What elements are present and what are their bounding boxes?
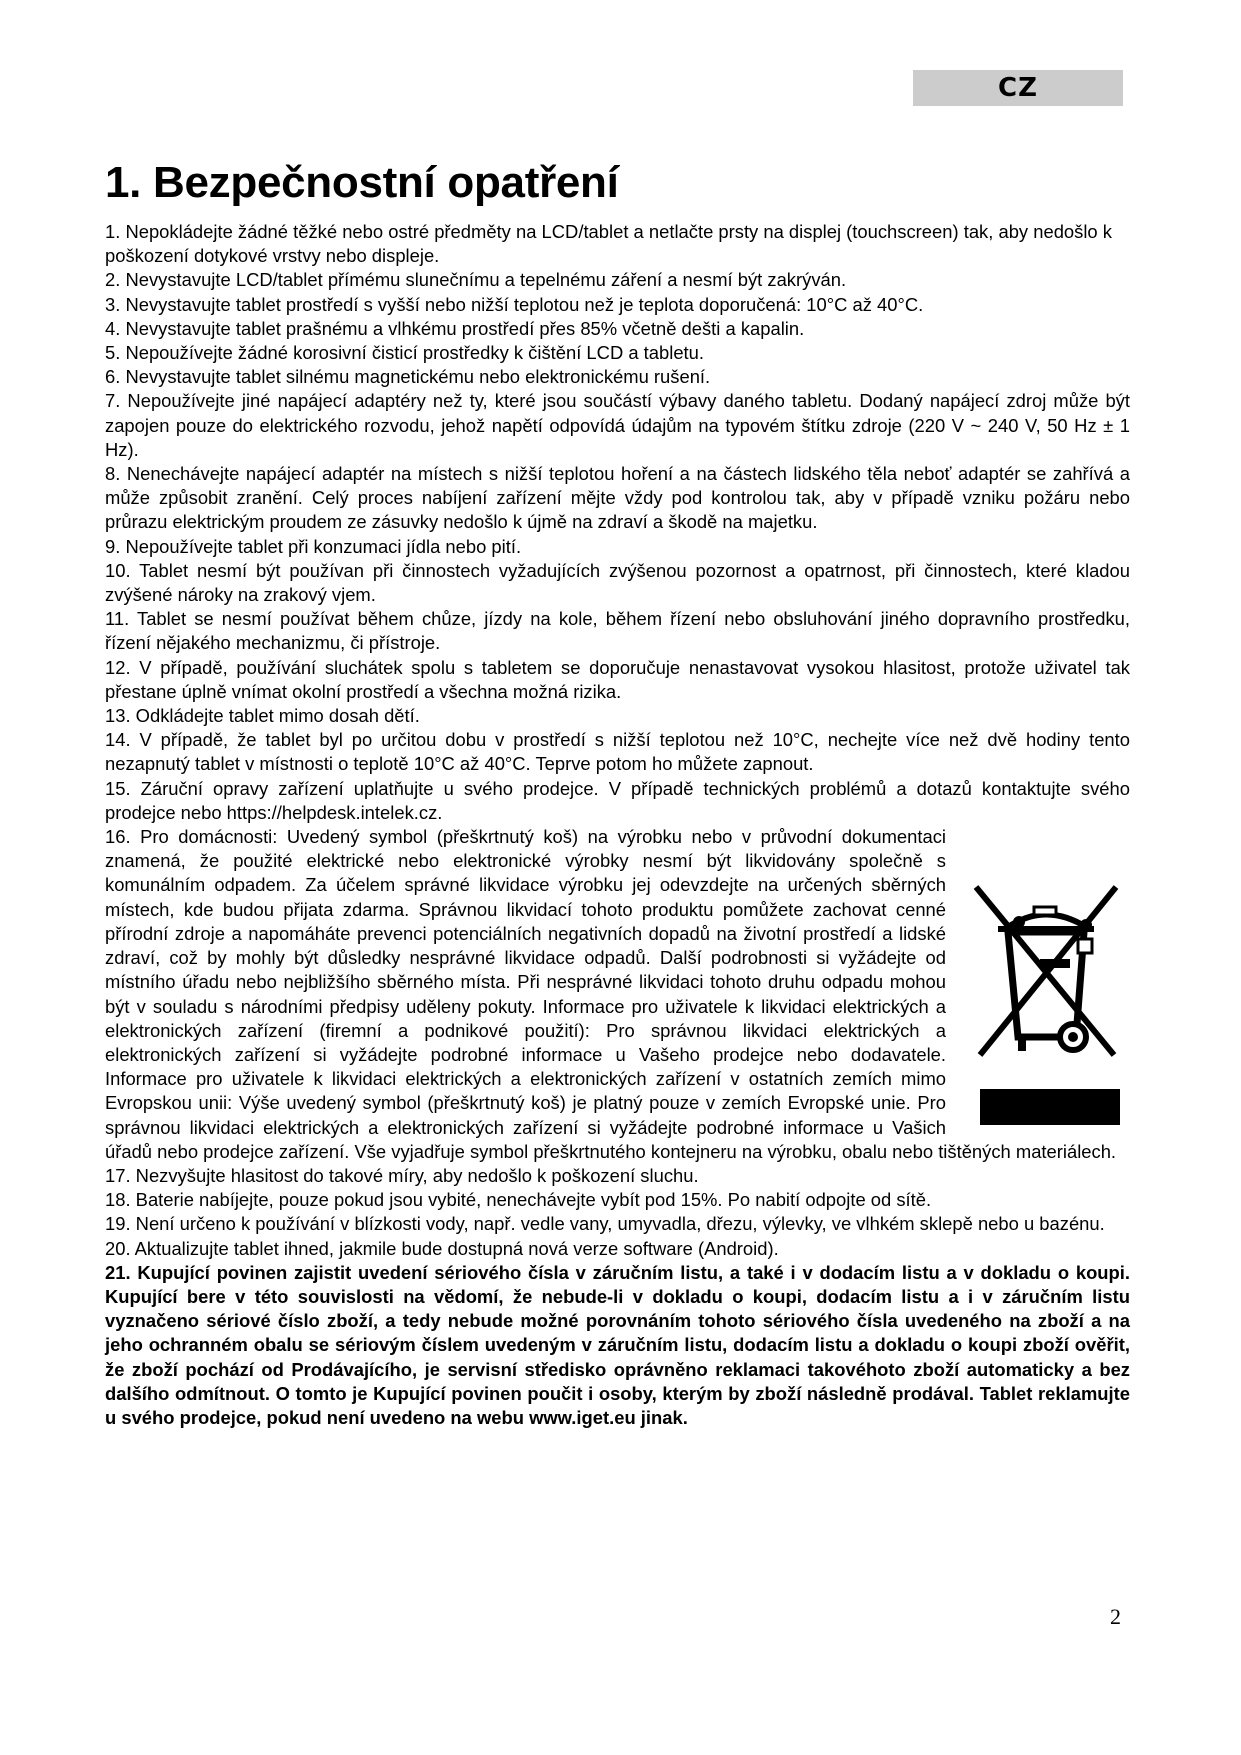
list-item: 4. Nevystavujte tablet prašnému a vlhkému prostředí přes 85% včetně dešti a kapalin. <box>105 317 805 339</box>
list-item: 10. Tablet nesmí být používan při činnostech vyžadujících zvýšenou pozornost a opatrnost, při činnostech, které kladou zvýšené nároky na zrakový vjem. <box>105 559 1130 606</box>
list-item: 11. Tablet se nesmí používat během chůze, jízdy na kole, během řízení nebo obsluhování jiného dopravního prostředku, řízení nějakého mechanizmu, či přístroje. <box>105 608 1130 654</box>
list-item: 14. V případě, že tablet byl po určitou dobu v prostředí s nižší teplotou než 10°C, nechejte více než dvě hodiny tento nezapnutý tablet v místnosti o teplotě 10°C až 40°C. Teprve potom ho můžete zapnout. <box>105 729 1130 775</box>
list-item: 8. Nenechávejte napájecí adaptér na místech s nižší teplotou hoření a na částech lidského těla neboť adaptér se zahřívá a může způsobit zranění. Celý proces nabíjení zařízení mějte vždy pod kontrolou tak, aby v případě vzniku požáru nebo průrazu elektrickým proudem ze zásuvky nedošlo k újmě na zdraví a škodě na majetku. <box>105 463 1130 533</box>
weee-disposal-item <box>105 825 1130 1164</box>
serial-number-notice: 21. Kupující povinen zajistit uvedení sériového čísla v záručním listu, a také i v dodacím listu a v dokladu o koupi. Kupující bere v této souvislosti na vědomí, že nebude-li v dokladu o koupi, dodacím listu a i v záručním listu vyznačeno sériové číslo zboží, a tedy nebude možné porovnáním tohoto sériového čísla uvedeného na zboží a na jeho ochranném obalu se sériovým číslem uvedeným v záručním listu, dodacím listu a dokladu o koupi zboží ověřit, že zboží pochází od Prodávajícího, je servisní středisko oprávněno reklamaci takovéhoto zboží automaticky a bez dalšího odmítnout. O tomto je Kupující povinen poučit i osoby, kterým by zboží následně prodával. Tablet reklamujte u svého prodejce, pokud není uvedeno na webu www.iget.eu jinak. <box>105 1261 1130 1428</box>
language-tag: CZ <box>913 70 1123 106</box>
page-title: 1. Bezpečnostní opatření <box>105 158 619 207</box>
list-item: 15. Záruční opravy zařízení uplatňujte u svého prodejce. V případě technických problémů a dotazů kontaktujte svého prodejce nebo https://helpdesk.intelek.cz. <box>105 777 1130 823</box>
list-item: 7. Nepoužívejte jiné napájecí adaptéry než ty, které jsou součástí výbavy daného tabletu. Dodaný napájecí zdroj může být zapojen pouze do elektrického rozvodu, jehož napětí odpovídá údajům na typovém štítku zdroje (220 V ~ 240 V, 50 Hz ± 1 Hz). <box>105 390 1130 460</box>
list-item: 3. Nevystavujte tablet prostředí s vyšší nebo nižší teplotou než je teplota doporučená: 10°C až 40°C. <box>105 293 924 315</box>
list-item: 6. Nevystavujte tablet silnému magnetickému nebo elektronickému rušení. <box>105 366 711 388</box>
list-item: 18. Baterie nabíjejte, pouze pokud jsou vybité, nenechávejte vybít pod 15%. Po nabití odpojte od sítě. <box>105 1189 932 1211</box>
list-item: 9. Nepoužívejte tablet při konzumaci jídla nebo pití. <box>105 535 522 557</box>
list-item: 13. Odkládejte tablet mimo dosah dětí. <box>105 705 420 727</box>
list-item: 20. Aktualizujte tablet ihned, jakmile bude dostupná nová verze software (Android). <box>105 1237 779 1259</box>
list-item: 17. Nezvyšujte hlasitost do takové míry, aby nedošlo k poškození sluchu. <box>105 1164 699 1186</box>
list-item: 5. Nepoužívejte žádné korosivní čisticí prostředky k čištění LCD a tabletu. <box>105 342 704 364</box>
list-item: 1. Nepokládejte žádné těžké nebo ostré předměty na LCD/tablet a netlačte prsty na displej (touchscreen) tak, aby nedošlo k poškození dotykové vrstvy nebo displeje. <box>105 221 1112 267</box>
list-item: 16. Pro domácnosti: Uvedený symbol (přeškrtnutý koš) na výrobku nebo v průvodní dokumentaci znamená, že použité elektrické nebo elektronické výrobky nesmí být likvidovány společně s komunálním odpadem. Za účelem správné likvidace výrobku jej odevzdejte na určených sběrných místech, kde budou přijata zdarma. Správnou likvidací tohoto produktu pomůžete zachovat cenné přírodní zdroje a napomáháte prevenci potenciálních negativních dopadů na životní prostředí a lidské zdraví, což by mohly být důsledky nesprávné likvidace odpadů. Další podrobnosti si vyžádejte od místního úřadu nebo nejbližšího sběrného místa. Při nesprávné likvidaci tohoto druhu odpadu mohou být v souladu s národními předpisy uděleny pokuty. Informace pro uživatele k likvidaci elektrických a elektronických zařízení (firemní a podnikové použití): Pro správnou likvidaci elektrických a elektronických zařízení si vyžádejte podrobné informace u Vašeho prodejce nebo dodavatele. Informace pro uživatele k likvidaci elektrických a elektronických zařízení v ostatních zemích mimo Evropskou unii: Výše uvedený symbol (přeškrtnutý koš) je platný pouze v zemích Evropské unie. Pro správnou likvidaci elektrických a elektronických zařízení si vyžádejte podrobné informace u Vašich úřadů nebo prodejce zařízení. Vše vyjadřuje symbol přeškrtnutého kontejneru na výrobku, obalu nebo tištěných materiálech. <box>105 826 1117 1162</box>
list-item: 19. Není určeno k používání v blízkosti vody, např. vedle vany, umyvadla, dřezu, výlevky, ve vlhkém sklepě nebo u bazénu. <box>105 1213 1105 1235</box>
list-item: 2. Nevystavujte LCD/tablet přímému slunečnímu a tepelnému záření a nesmí být zakrýván. <box>105 269 847 291</box>
page-number: 2 <box>1110 1604 1121 1629</box>
crossed-out-wheelie-bin-icon <box>966 877 1126 1127</box>
safety-list <box>105 220 1130 1430</box>
list-item: 12. V případě, používání sluchátek spolu s tabletem se doporučuje nenastavovat vysokou hlasitost, protože uživatel tak přestane úplně vnímat okolní prostředí a všechna možná rizika. <box>105 656 1130 702</box>
